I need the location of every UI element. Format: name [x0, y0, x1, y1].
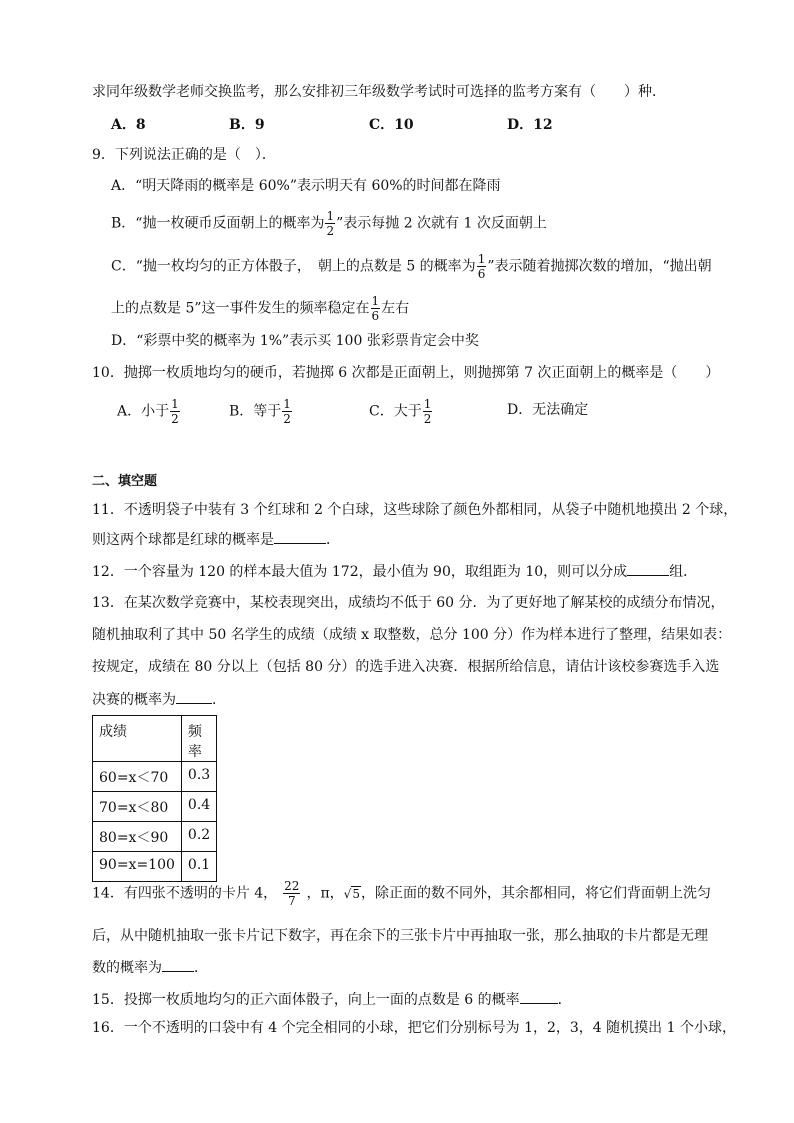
q14-line3: 数的概率为 ．: [92, 957, 208, 978]
q15: 15．投掷一枚质地均匀的正六面体骰子，向上一面的点数是 6 的概率 ．: [92, 989, 572, 1010]
answer-blank: [520, 989, 558, 1004]
table-row: [93, 822, 217, 852]
table-cell: 80=x＜90: [93, 822, 182, 852]
q9-option-c: C．“抛一枚均匀的正方体骰子， 朝上的点数是 5 的概率为 $\frac{1}{6}$ ”表示随着抛掷次数的增加，“抛出朝: [111, 252, 712, 281]
q10-option-a: A．小于 $\frac{1}{2}$: [117, 397, 179, 426]
table-cell: 70=x＜80: [93, 792, 182, 822]
fraction-one-sixth: $\frac{1}{6}$: [477, 252, 486, 281]
q14-line1: 14．有四张不透明的卡片 4， $\frac{22}{7}$ ，π，√5，除正面的数不同外，其余都相同，将它们背面朝上洗匀: [92, 879, 711, 908]
answer-blank: [176, 689, 212, 704]
q10-stem: 10．抛掷一枚质地均匀的硬币，若抛掷 6 次都是正面朝上，则抛掷第 7 次正面朝上的概率是（ ）: [92, 365, 720, 381]
q12: 12．一个容量为 120 的样本最大值为 172，最小值为 90，取组距为 10，则可以分成 组．: [92, 561, 697, 582]
table-row: [93, 792, 217, 822]
answer-blank: [274, 529, 326, 544]
table-header: 成绩: [93, 716, 182, 762]
table-cell: 0.2: [181, 822, 216, 852]
q9-option-c-cont: 上的点数是 5”这一事件发生的频率稳定在 $\frac{1}{6}$ 左右: [111, 294, 410, 323]
q16-line1: 16．一个不透明的口袋中有 4 个完全相同的小球，把它们分别标号为 1，2，3，4 随机摸出 1 个小球，: [92, 1020, 736, 1036]
answer-blank: [162, 957, 194, 972]
table-cell: 90=x=100: [93, 852, 182, 882]
fraction-22-7: $\frac{22}{7}$: [284, 879, 300, 908]
table-cell: 60=x＜70: [93, 762, 182, 792]
section-title: 二、填空题: [92, 474, 158, 489]
q9-stem: 9．下列说法正确的是（ ）．: [92, 147, 276, 163]
q9-option-a: A．“明天降雨的概率是 60%”表示明天有 60%的时间都在降雨: [111, 178, 501, 194]
q10-option-d: D．无法确定: [507, 402, 589, 418]
q9-option-b: B．“抛一枚硬币反面朝上的概率为 $\frac{1}{2}$ ”表示每抛 2 次就有 1 次反面朝上: [111, 209, 547, 238]
q9-option-d: D．“彩票中奖的概率为 1%”表示买 100 张彩票肯定会中奖: [111, 333, 479, 349]
fraction-one-half: $\frac{1}{2}$: [283, 397, 291, 426]
q11-line2: 则这两个球都是红球的概率是 ．: [92, 529, 340, 550]
q11-line1: 11．不透明袋子中装有 3 个红球和 2 个白球，这些球除了颜色外都相同，从袋子中随机地摸出 2 个球，: [92, 502, 738, 518]
q10-option-b: B．等于 $\frac{1}{2}$: [229, 397, 291, 426]
q10-option-c: C．大于 $\frac{1}{2}$: [369, 397, 432, 426]
q14-line2: 后，从中随机抽取一张卡片记下数字，再在余下的三张卡片中再抽取一张，那么抽取的卡片都是无理: [92, 928, 708, 944]
table-row: [93, 852, 217, 882]
fraction-one-half: $\frac{1}{2}$: [423, 397, 432, 426]
fraction-one-half: $\frac{1}{2}$: [326, 209, 335, 238]
fraction-one-sixth: $\frac{1}{6}$: [371, 294, 380, 323]
table-cell: 0.1: [181, 852, 216, 882]
fraction-one-half: $\frac{1}{2}$: [171, 397, 179, 426]
q13-line1: 13．在某次数学竞赛中，某校表现突出，成绩均不低于 60 分．为了更好地了解某校的成绩分布情况，: [92, 595, 725, 611]
table-cell: 0.4: [181, 792, 216, 822]
table-row: [93, 762, 217, 792]
q13-line2: 随机抽取利了其中 50 名学生的成绩（成绩 x 取整数，总分 100 分）作为样本进行了整理，结果如表：: [92, 627, 732, 643]
q8-option-a: A．8: [111, 117, 146, 133]
q8-option-c: C．10: [369, 117, 414, 133]
q8-option-b: B．9: [229, 117, 265, 133]
table-header-row: [93, 716, 217, 762]
table-header: 频率: [181, 716, 216, 762]
table-cell: 0.3: [181, 762, 216, 792]
score-frequency-table: [92, 715, 217, 882]
q13-line3: 按规定，成绩在 80 分以上（包括 80 分）的选手进入决赛．根据所给信息，请估计该校参赛选手入选: [92, 659, 720, 675]
sqrt-symbol: √5: [343, 886, 360, 901]
answer-blank: [627, 561, 669, 576]
q8-option-d: D．12: [507, 117, 553, 133]
q13-line4: 决赛的概率为 ．: [92, 689, 226, 710]
q8-tail: 求同年级数学老师交换监考，那么安排初三年级数学考试时可选择的监考方案有（ ）种．: [92, 84, 666, 100]
